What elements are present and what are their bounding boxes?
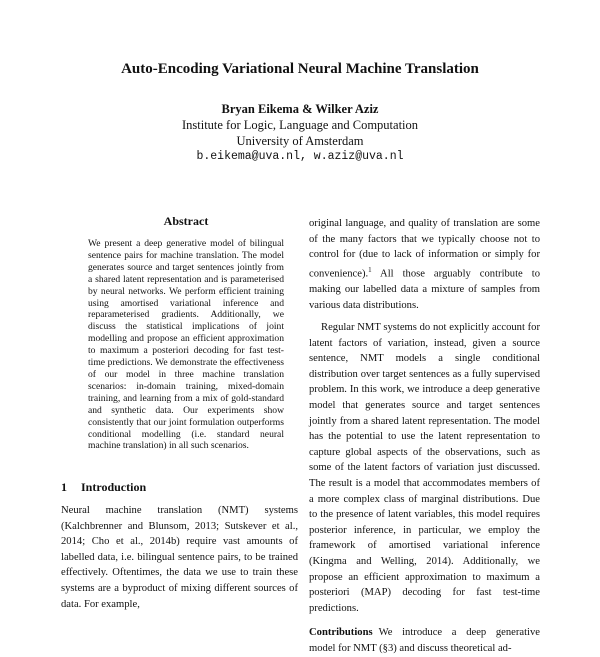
contributions-label: Contributions <box>309 627 373 639</box>
section-number: 1 <box>61 480 67 494</box>
right-paragraph-1 <box>309 216 540 313</box>
affiliation: Institute for Logic, Language and Computation <box>181 118 419 132</box>
abstract-text: We present a deep generative model of bilingual sentence pairs for machine translation. The model generates source and target sentences jointly from a shared latent representation and is parameterised by neural networks. We perform efficient training using amortised variational inference and reparameterised gradients. Additionally, we discuss the statistical implications of joint modelling and propose an efficient approximation to maximum a posteriori decoding for fast test-time predictions. We demonstrate the effectiveness of our model in three machine translation scenarios: in-domain training, mixed-domain training, and learning from a mix of gold-standard and synthetic data. Our experiments show consistently that our joint formulation outperforms conditional modelling (i.e. standard neural machine translation) in all such scenarios. <box>88 238 284 452</box>
section-title: Introduction <box>81 480 147 494</box>
footnote-mark: 1 <box>368 265 372 274</box>
introduction-paragraph: Neural machine translation (NMT) systems (Kalchbrenner and Blunsom, 2013; Sutskever et al., 2014; Cho et al., 2014b) require vast amounts of labelled data, i.e. bilingual sentence pairs, to be trained effectively. Oftentimes, the data we use to train these systems are a byproduct of mixing different sources of data. For example, <box>61 505 298 610</box>
right-paragraph-2: Regular NMT systems do not explicitly account for latent factors of variation, instead, given a source sentence, NMT models a single conditional distribution over target sentences as a fully supervised problem. In this work, we introduce a deep generative model that generates source and target sentences jointly from a shared latent representation. The model has the potential to use the latent representation to capture global aspects of the observations, such as some of the latent factors of variation just discussed. The result is a model that accommodates members of a more complex class of marginal distributions. Due to the presence of latent variables, this model requires posterior inference, in particular, we employ the framework of amortised variational inference (Kingma and Welling, 2014). Additionally, we propose an efficient approximation to maximum a posteriori (MAP) decoding for fast test-time predictions. <box>309 322 540 614</box>
author-emails: b.eikema@uva.nl, w.aziz@uva.nl <box>196 150 404 163</box>
author-names: Bryan Eikema & Wilker Aziz <box>221 102 379 116</box>
right-column <box>309 216 540 657</box>
section-heading-introduction <box>61 480 146 495</box>
abstract-heading: Abstract <box>163 214 209 228</box>
para1-text-before: original language, and quality of translation are some of the many factors that we typically choose not to control for (due to lack of information or simply for convenience). <box>309 218 540 280</box>
para1-text-after: All those arguably contribute to making our labelled data a mixture of samples from various data distributions. <box>309 268 540 311</box>
contributions-paragraph <box>309 625 540 656</box>
university: University of Amsterdam <box>236 134 364 148</box>
author-block <box>0 101 600 165</box>
contributions-text: We introduce a deep generative model for NMT (§3) and discuss theoretical ad- <box>309 627 540 654</box>
paper-title: Auto-Encoding Variational Neural Machine Translation <box>121 61 479 77</box>
